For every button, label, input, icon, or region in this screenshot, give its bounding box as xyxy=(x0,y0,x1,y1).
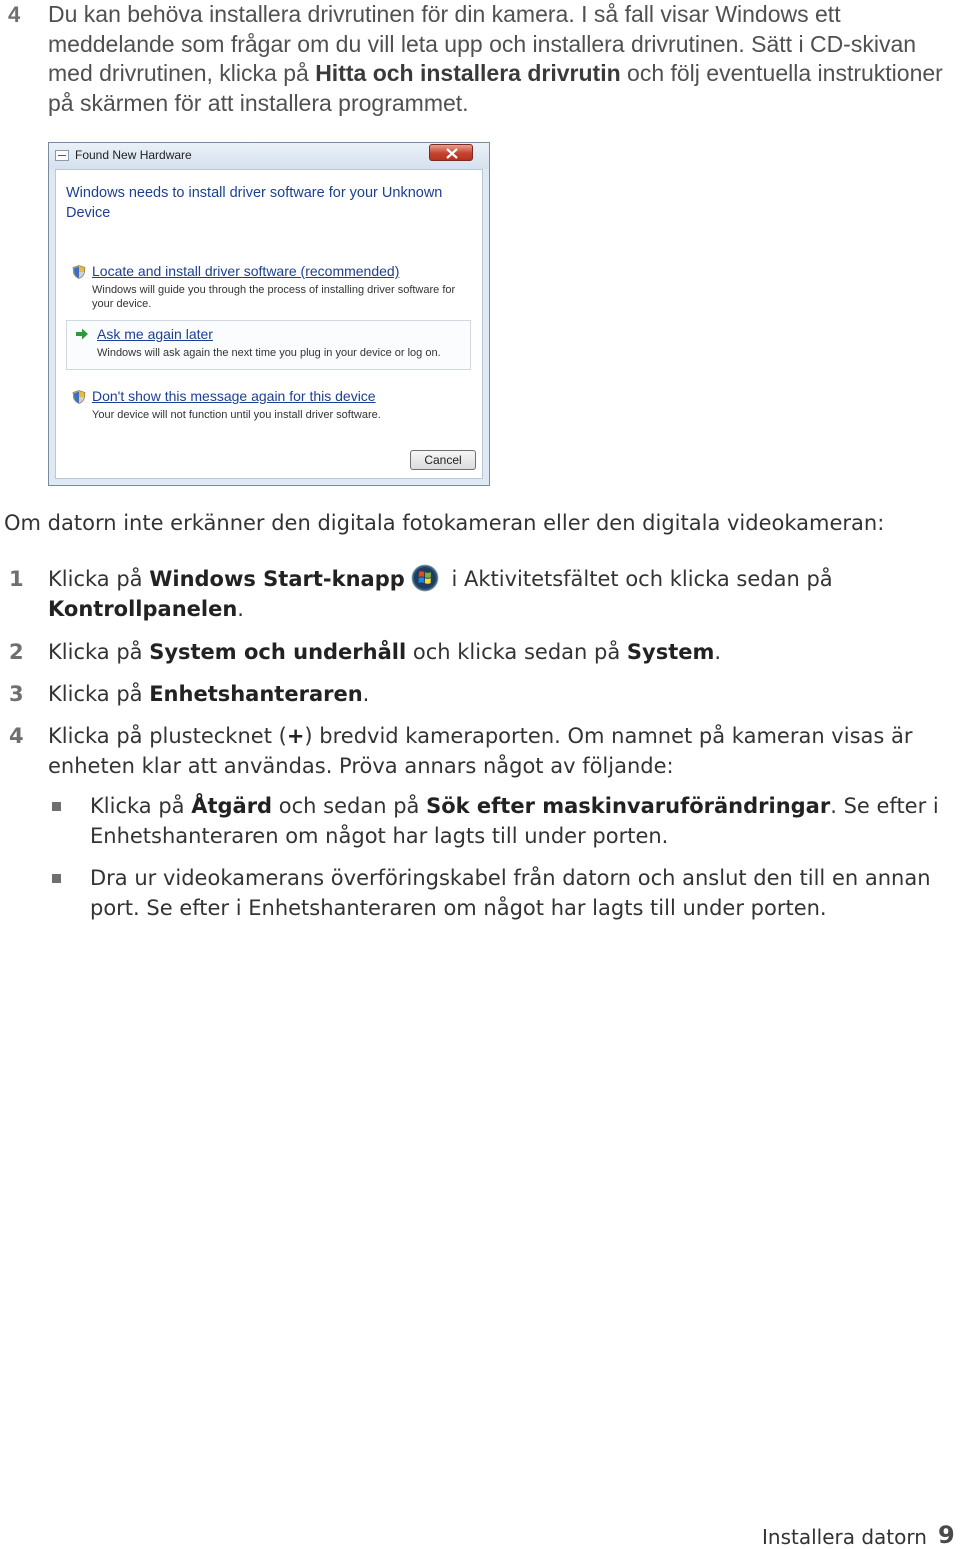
step-number: 4 xyxy=(8,2,21,27)
option-description: Windows will ask again the next time you plug in your device or log on. xyxy=(97,347,441,359)
dialog-heading: Windows needs to install driver software for your Unknown Device xyxy=(66,185,443,221)
option-dont-show[interactable] xyxy=(66,387,471,437)
close-button[interactable] xyxy=(429,144,473,161)
bullet-marker xyxy=(52,874,61,883)
step-number: 1 xyxy=(9,567,24,591)
dialog-titlebar xyxy=(49,143,489,169)
close-icon xyxy=(445,148,459,159)
bullet-marker xyxy=(52,802,61,811)
option-label: Ask me again later xyxy=(97,326,213,342)
cancel-button[interactable]: Cancel xyxy=(410,450,476,470)
shield-icon xyxy=(72,390,86,404)
step-text: Klicka på Windows Start-knapp i Aktivitetsfältet och klicka sedan på Kontrollpanelen. xyxy=(48,564,948,624)
hardware-icon xyxy=(55,150,69,161)
intro-text: Om datorn inte erkänner den digitala fotokameran eller den digitala videokameran: xyxy=(4,511,885,535)
option-label: Don't show this message again for this device xyxy=(92,388,376,404)
option-ask-later[interactable] xyxy=(66,320,471,370)
step-text: Klicka på plustecknet (+) bredvid kameraporten. Om namnet på kameran visas är enheten klar att användas. Pröva annars något av följande: xyxy=(48,724,913,778)
option-description: Your device will not function until you install driver software. xyxy=(92,409,381,421)
found-new-hardware-dialog xyxy=(48,142,490,486)
step-number: 3 xyxy=(9,682,24,706)
bullet-text: Klicka på Åtgärd och sedan på Sök efter maskinvaruförändringar. Se efter i Enhetshanteraren om något har lagts till under porten. xyxy=(90,794,939,848)
dialog-title: Found New Hardware xyxy=(75,148,192,162)
windows-start-icon xyxy=(411,564,439,592)
step-text: Klicka på Enhetshanteraren. xyxy=(48,682,370,706)
step-text: Du kan behöva installera drivrutinen för din kamera. I så fall visar Windows ett meddelande som frågar om du vill leta upp och installera drivrutinen. Sätt i CD-skivan med drivrutinen, klicka på Hitta och installera drivrutin och följ eventuella instruktioner på skärmen för att installera programmet. xyxy=(48,1,943,116)
step-number: 4 xyxy=(9,724,24,748)
page-number: 9 xyxy=(938,1521,955,1549)
bullet-text: Dra ur videokamerans överföringskabel från datorn och anslut den till en annan port. Se efter i Enhetshanteraren om något har lagts till under porten. xyxy=(90,866,931,920)
option-label: Locate and install driver software (recommended) xyxy=(92,263,400,279)
arrow-right-icon xyxy=(75,327,89,341)
footer-section-title: Installera datorn xyxy=(762,1525,927,1549)
bold-term: Hitta och installera drivrutin xyxy=(315,60,621,86)
step-number: 2 xyxy=(9,640,24,664)
dialog-content xyxy=(55,169,483,479)
option-description: Windows will guide you through the process of installing driver software for your device. xyxy=(92,284,456,310)
option-locate-install[interactable] xyxy=(66,262,471,314)
step-text: Klicka på System och underhåll och klicka sedan på System. xyxy=(48,640,722,664)
shield-icon xyxy=(72,265,86,279)
